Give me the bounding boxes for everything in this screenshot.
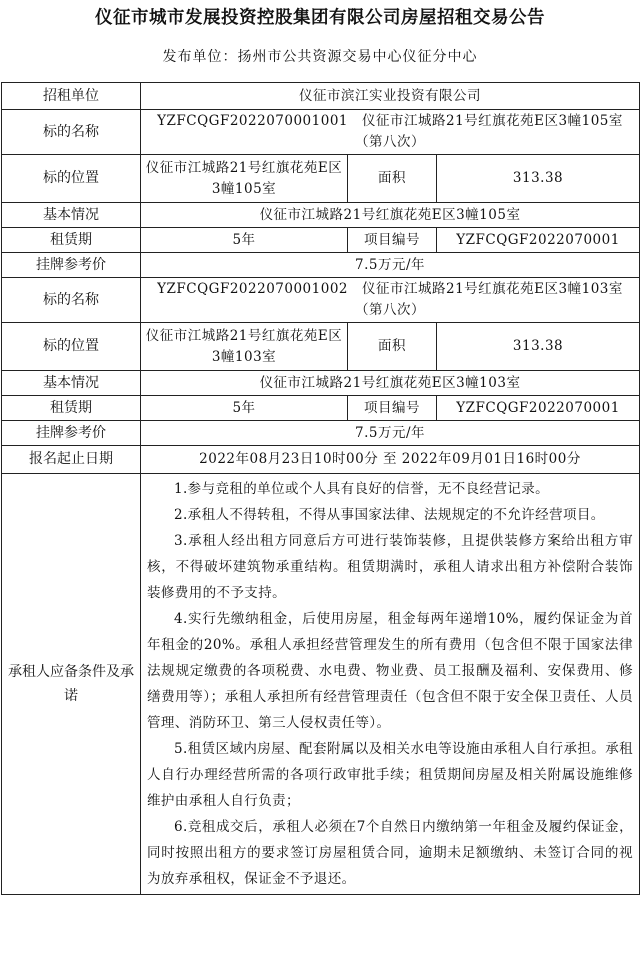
row-location-2 (2, 323, 640, 371)
reg-period-value: 2022年08月23日10时00分 至 2022年09月01日16时00分 (141, 446, 640, 474)
publisher: 发布单位：扬州市公共资源交易中心仪征分中心 (162, 49, 478, 65)
row-name-1 (2, 110, 640, 155)
label-location-1: 标的位置 (2, 155, 141, 203)
condition-item: 5.租赁区域内房屋、配套附属以及相关水电等设施由承租人自行承担。承租人自行办理经营所需的各项行政审批手续；租赁期间房屋及相关附属设施维修维护由承租人自行负责； (147, 741, 634, 809)
row-lessor (2, 83, 640, 110)
basic-value-2: 仪征市江城路21号红旗花苑E区3幢103室 (141, 371, 640, 396)
area-value-1: 313.38 (437, 155, 640, 203)
project-no-value-1: YZFCQGF2022070001 (437, 228, 640, 253)
row-term-1 (2, 228, 640, 253)
location-value-1: 仪征市江城路21号红旗花苑E区3幢105室 (141, 155, 348, 203)
label-name-2: 标的名称 (2, 278, 141, 323)
row-basic-1 (2, 203, 640, 228)
condition-item: 4.实行先缴纳租金，后使用房屋，租金每两年递增10%，履约保证金为首年租金的20%。承租人承担经营管理发生的所有费用（包含但不限于国家法律法规规定缴费的各项税费、水电费、物业费、员工报酬及福利、安保费用、修缮费用等）；承租人承担所有经营管理责任（包含但不限于安全保卫责任、人员管理、消防环卫、第三人侵权责任等）。 (147, 611, 634, 731)
location-value-2: 仪征市江城路21号红旗花苑E区3幢103室 (141, 323, 348, 371)
label-area-1: 面积 (348, 155, 437, 203)
label-conditions: 承租人应备条件及承诺 (2, 474, 141, 895)
project-no-value-2: YZFCQGF2022070001 (437, 396, 640, 421)
row-name-2 (2, 278, 640, 323)
label-term-2: 租赁期 (2, 396, 141, 421)
label-basic-1: 基本情况 (2, 203, 141, 228)
name-value-2: YZFCQGF2022070001002 仪征市江城路21号红旗花苑E区3幢103室（第八次） (141, 278, 640, 323)
basic-value-1: 仪征市江城路21号红旗花苑E区3幢105室 (141, 203, 640, 228)
page-title: 仪征市城市发展投资控股集团有限公司房屋招租交易公告 (95, 8, 545, 28)
lessor-value: 仪征市滨江实业投资有限公司 (141, 83, 640, 110)
label-project-no-2: 项目编号 (348, 396, 437, 421)
term-value-1: 5年 (141, 228, 348, 253)
condition-item: 1.参与竞租的单位或个人具有良好的信誉，无不良经营记录。 (174, 481, 550, 497)
row-price-1 (2, 253, 640, 278)
term-value-2: 5年 (141, 396, 348, 421)
row-location-1 (2, 155, 640, 203)
conditions-text (141, 474, 640, 895)
area-value-2: 313.38 (437, 323, 640, 371)
price-value-1: 7.5万元/年 (141, 253, 640, 278)
label-project-no-1: 项目编号 (348, 228, 437, 253)
condition-item: 2.承租人不得转租，不得从事国家法律、法规规定的不允许经营项目。 (174, 507, 605, 523)
label-name-1: 标的名称 (2, 110, 141, 155)
label-price-2: 挂牌参考价 (2, 421, 141, 446)
row-basic-2 (2, 371, 640, 396)
row-term-2 (2, 396, 640, 421)
name-value-1: YZFCQGF2022070001001 仪征市江城路21号红旗花苑E区3幢105室（第八次） (141, 110, 640, 155)
row-conditions (2, 474, 640, 895)
notice-table (1, 82, 640, 895)
label-lessor: 招租单位 (2, 83, 141, 110)
price-value-2: 7.5万元/年 (141, 421, 640, 446)
label-location-2: 标的位置 (2, 323, 141, 371)
condition-item: 6.竞租成交后，承租人必须在7个自然日内缴纳第一年租金及履约保证金，同时按照出租方的要求签订房屋租赁合同，逾期未足额缴纳、未签订合同的视为放弃承租权，保证金不予退还。 (147, 819, 634, 887)
label-basic-2: 基本情况 (2, 371, 141, 396)
row-reg-period (2, 446, 640, 474)
row-price-2 (2, 421, 640, 446)
label-price-1: 挂牌参考价 (2, 253, 141, 278)
label-area-2: 面积 (348, 323, 437, 371)
label-term-1: 租赁期 (2, 228, 141, 253)
label-reg-period: 报名起止日期 (2, 446, 141, 474)
condition-item: 3.承租人经出租方同意后方可进行装饰装修，且提供装修方案给出租方审核，不得破坏建筑物承重结构。租赁期满时，承租人请求出租方补偿附合装饰装修费用的不予支持。 (147, 533, 634, 601)
